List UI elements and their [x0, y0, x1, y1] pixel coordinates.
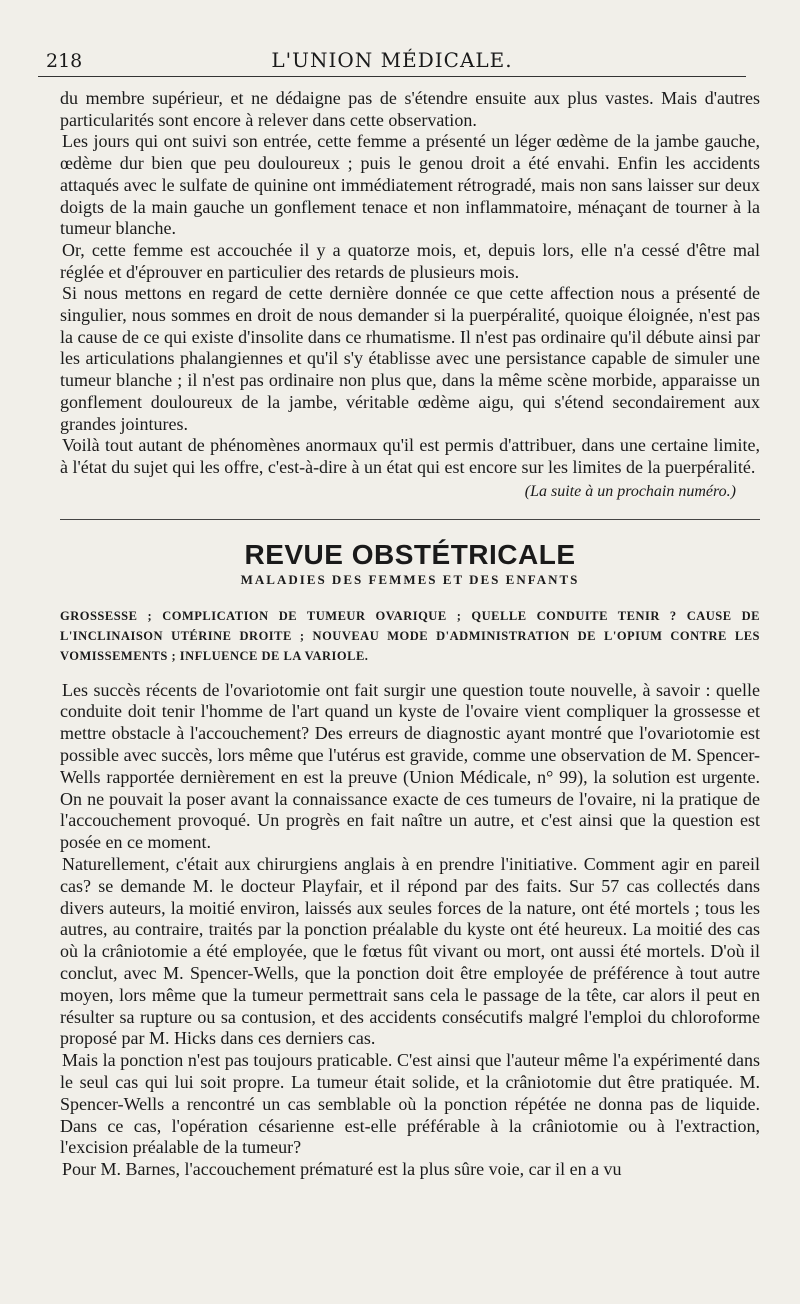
header-rule — [38, 76, 746, 77]
previous-article — [60, 88, 760, 501]
paragraph: Les succès récents de l'ovariotomie ont fait surgir une question toute nouvelle, à savoir : quelle conduite doit tenir l'homme de l'art quand un kyste de l'ovaire vient compliquer la grossesse et mettre obstacle à l'accouchement? Des erreurs de diagnostic ayant montré que l'ovariotomie est possible avec succès, lors même que l'utérus est gravide, comme une observation de M. Spencer-Wells rapportée dernièrement en est la preuve (Union Médicale, n° 99), la solution est urgente. On ne pouvait la poser avant la connaissance exacte de ces tumeurs de l'ovaire, ni la pratique de l'accouchement provoqué. Un progrès en fait naître un autre, et c'est ainsi que la question est posée en ce moment. — [60, 679, 760, 853]
paragraph: Naturellement, c'était aux chirurgiens anglais à en prendre l'initiative. Comment agir en pareil cas? se demande M. le docteur Playfair, et il répond par des faits. Sur 57 cas collectés dans divers auteurs, la moitié environ, laissés aux seules forces de la nature, ont été mortels ; tous les autres, au contraire, traités par la ponction préalable du kyste ont été heureux. La moitié des cas où la crâniotomie a été employée, que le fœtus fût vivant ou mort, ont aussi été mortels. D'où il conclut, avec M. Spencer-Wells, que la ponction doit être employée de préférence à tout autre moyen, lors même que la tumeur permettrait sans cela le passage de la tête, car alors il peut en résulter sa rupture ou sa contusion, et des accidents consécutifs malgré l'emploi du chloroforme proposé par M. Hicks dans ces derniers cas. — [60, 854, 760, 1049]
section-title: REVUE OBSTÉTRICALE — [244, 538, 576, 570]
section-subtitle: MALADIES DES FEMMES ET DES ENFANTS — [240, 571, 580, 587]
paragraph: Si nous mettons en regard de cette dernière donnée ce que cette affection nous a présenté de singulier, nous sommes en droit de nous demander si la puerpéralité, quoique éloignée, n'est pas la cause de ce qui existe d'insolite dans ce rhumatisme. Il n'est pas ordinaire qu'il débute ainsi par les articulations phalangiennes et qu'il s'y établisse avec une persistance capable de simuler une tumeur blanche ; il n'est pas ordinaire non plus que, dans la même scène morbide, apparaisse un gonflement douloureux de la jambe, véritable œdème aigu, qui s'étend secondairement aux grandes jointures. — [60, 283, 760, 434]
paragraph: du membre supérieur, et ne dédaigne pas de s'étendre ensuite aux plus vastes. Mais d'autres particularités sont encore à relever dans cette observation. — [60, 88, 760, 130]
paragraph: Voilà tout autant de phénomènes anormaux qu'il est permis d'attribuer, dans une certaine limite, à l'état du sujet qui les offre, c'est-à-dire à un état qui est encore sur les limites de la puerpéralité. — [60, 435, 760, 477]
article-body — [60, 680, 760, 1181]
page-header — [38, 44, 746, 72]
paragraph: Or, cette femme est accouchée il y a quatorze mois, et, depuis lors, elle n'a cessé d'être mal réglée et d'éprouver en particulier des retards de plusieurs mois. — [60, 239, 760, 282]
section-separator — [60, 519, 760, 520]
page-number: 218 — [46, 50, 83, 72]
continued-note: (La suite à un prochain numéro.) — [524, 482, 736, 500]
paragraph: Les jours qui ont suivi son entrée, cette femme a présenté un léger œdème de la jambe gauche, œdème dur bien que peu douloureux ; puis le genou droit a été envahi. Enfin les accidents attaqués avec le sulfate de quinine ont immédiatement rétrogradé, mais non sans laisser sur deux doigts de la main gauche un gonflement tenace et non inflammatoire, ménaçant de tourner à la tumeur blanche. — [60, 131, 760, 239]
page-body — [60, 88, 760, 1181]
paragraph: Mais la ponction n'est pas toujours praticable. C'est ainsi que l'auteur même l'a expérimenté dans le seul cas qui lui soit propre. La tumeur était solide, et la crâniotomie dut être pratiquée. M. Spencer-Wells a rencontré un cas semblable où la ponction répétée ne donna pas de liquide. Dans ce cas, l'opération césarienne est-elle préférable à la crâniotomie ou à l'extraction, l'excision préalable de la tumeur? — [60, 1050, 760, 1158]
paragraph: Pour M. Barnes, l'accouchement prématuré est la plus sûre voie, car il en a vu — [62, 1159, 622, 1180]
running-head: L'UNION MÉDICALE. — [271, 48, 513, 72]
article-heading: GROSSESSE ; COMPLICATION DE TUMEUR OVARIQUE ; QUELLE CONDUITE TENIR ? CAUSE DE L'INCLINAISON UTÉRINE DROITE ; NOUVEAU MODE D'ADMINISTRATION DE L'OPIUM CONTRE LES VOMISSEMENTS ; INFLUENCE DE LA VARIOLE. — [60, 608, 760, 663]
